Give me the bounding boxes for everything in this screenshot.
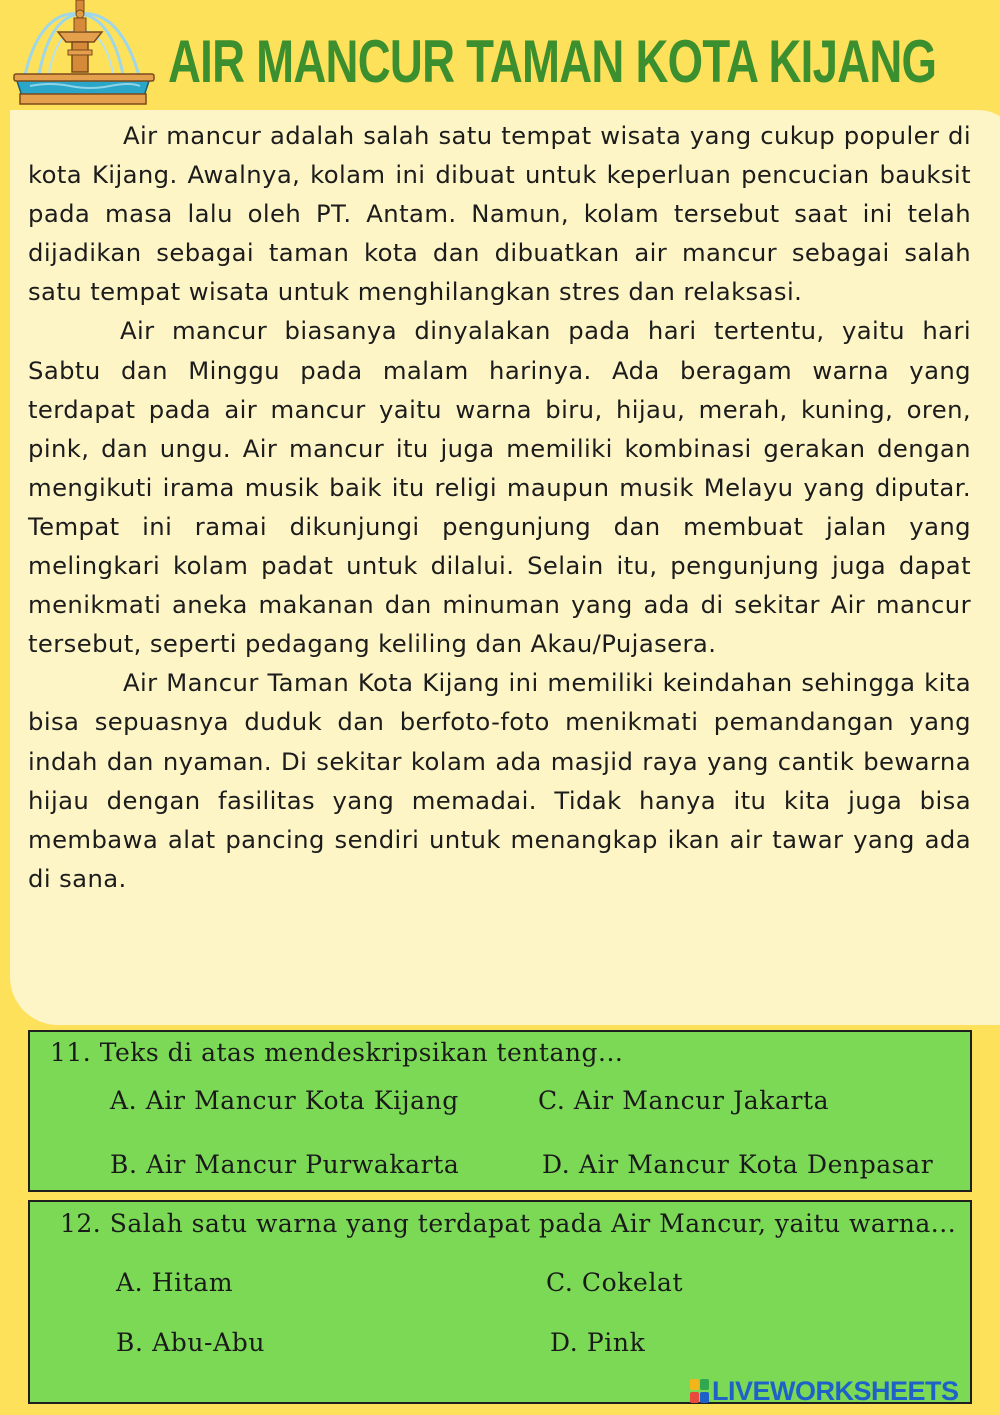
article-paragraph: Air mancur adalah salah satu tempat wisata yang cukup populer di kota Kijang. Awalnya, kolam ini dibuat untuk keperluan pencucian bauksit pada masa lalu oleh PT. Antam. Namun, kolam tersebut saat ini telah dijadikan sebagai taman kota dan dibuatkan air mancur sebagai salah satu tempat wisata untuk menghilangkan stres dan relaksasi. — [28, 121, 971, 307]
liveworksheets-logo-icon — [690, 1378, 710, 1404]
question-12-option-a[interactable]: A. Hitam — [116, 1268, 234, 1297]
question-12-option-c[interactable]: C. Cokelat — [546, 1268, 684, 1297]
question-11-option-d[interactable]: D. Air Mancur Kota Denpasar — [542, 1150, 934, 1179]
liveworksheets-logo-text: LIVEWORKSHEETS — [712, 1375, 959, 1406]
question-11-option-c[interactable]: C. Air Mancur Jakarta — [538, 1086, 830, 1115]
question-11-option-b[interactable]: B. Air Mancur Purwakarta — [110, 1150, 460, 1179]
liveworksheets-logo — [690, 1374, 959, 1408]
article-paragraph: Air mancur biasanya dinyalakan pada hari tertentu, yaitu hari Sabtu dan Minggu pada malam harinya. Ada beragam warna yang terdapat pada air mancur yaitu warna biru, hijau, merah, kuning, oren, pink, dan ungu. Air mancur itu juga memiliki kombinasi gerakan dengan mengikuti irama musik baik itu religi maupun musik Melayu yang diputar. Tempat ini ramai dikunjungi pengunjung dan membuat jalan yang melingkari kolam padat untuk dilalui. Selain itu, pengunjung juga dapat menikmati aneka makanan dan minuman yang ada di sekitar Air mancur tersebut, seperti pedagang keliling dan Akau/Pujasera. — [28, 316, 971, 659]
question-11-box — [28, 1030, 972, 1192]
article-body — [28, 116, 971, 898]
page-title: AIR MANCUR TAMAN KOTA KIJANG — [168, 28, 937, 95]
question-12-text: 12. Salah satu warna yang terdapat pada Air Mancur, yaitu warna... — [60, 1209, 957, 1238]
question-11-text: 11. Teks di atas mendeskripsikan tentang... — [50, 1038, 624, 1067]
article-paragraph: Air Mancur Taman Kota Kijang ini memiliki keindahan sehingga kita bisa sepuasnya duduk dan berfoto-foto menikmati pemandangan yang indah dan nyaman. Di sekitar kolam ada masjid raya yang cantik bewarna hijau dengan fasilitas yang memadai. Tidak hanya itu kita juga bisa membawa alat pancing sendiri untuk menangkap ikan air tawar yang ada di sana. — [28, 668, 971, 893]
question-11-option-a[interactable]: A. Air Mancur Kota Kijang — [110, 1086, 459, 1115]
question-12-option-d[interactable]: D. Pink — [550, 1328, 646, 1357]
fountain-icon — [10, 0, 160, 108]
question-12-option-b[interactable]: B. Abu-Abu — [116, 1328, 266, 1357]
